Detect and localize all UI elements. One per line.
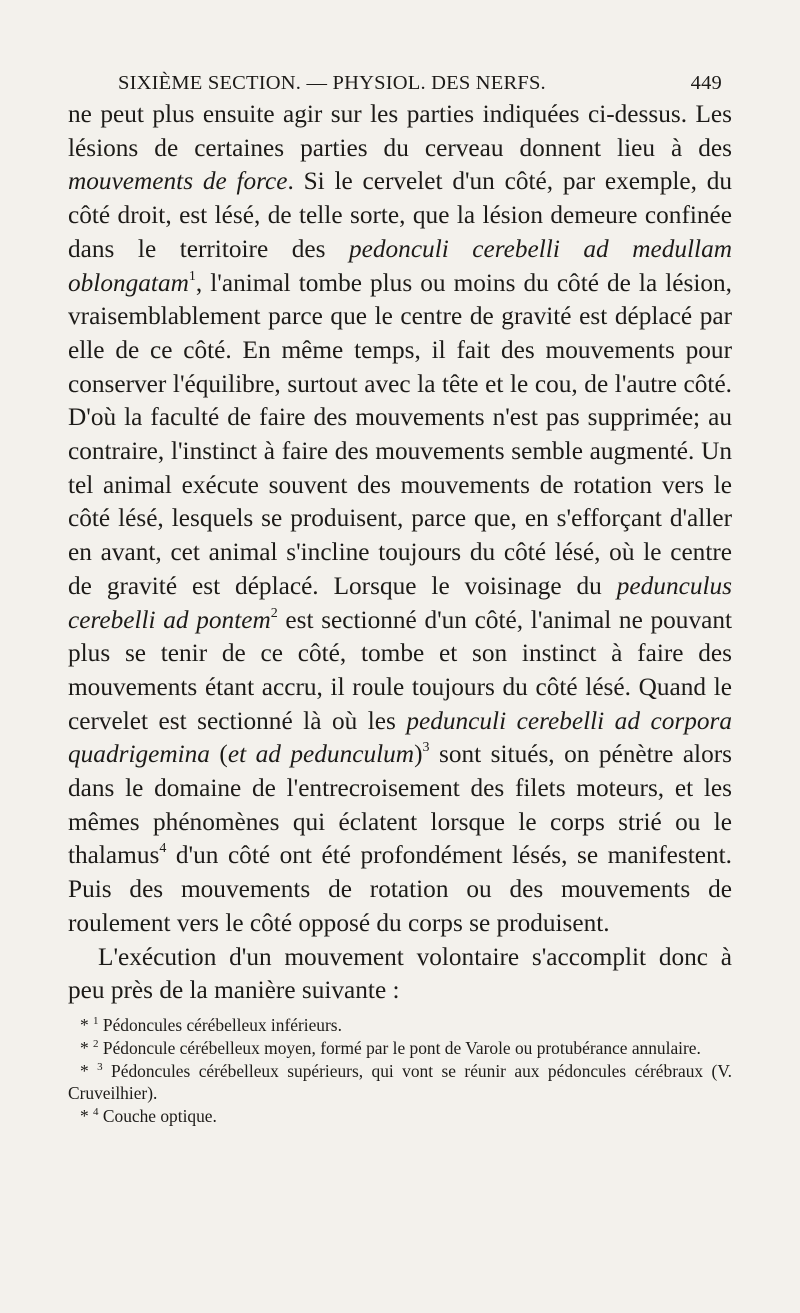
text-run: sont situés, on pénètre alors dans le domaine de l'entrecroisement des filets moteurs, et les mêmes phénomènes qui éclatent lorsque le corps strié ou le thalamus: [68, 740, 732, 870]
footnote-ref: 3: [422, 740, 430, 756]
paragraph: [68, 98, 732, 941]
running-head: SIXIÈME SECTION. — PHYSIOL. DES NERFS.: [118, 72, 546, 94]
footnote: [68, 1060, 732, 1106]
text-run: ne peut plus ensuite agir sur les parties indiquées ci-dessus. Les lésions de certaines parties du cerveau donnent lieu à des: [68, 100, 732, 162]
page-number: 449: [690, 72, 722, 94]
page-header: [68, 58, 732, 98]
footnote: [68, 1037, 732, 1060]
footnote-ref: 4: [159, 841, 167, 857]
italic-term: pedunculi cerebelli ad corpora quadrigemina: [68, 706, 732, 769]
text-run: ): [414, 740, 423, 769]
text-run: (: [209, 740, 228, 769]
italic-term: mouvements de force: [68, 167, 288, 196]
footnote-text: Pédoncule cérébelleux moyen, formé par le pont de Varole ou protubérance annulaire.: [98, 1037, 701, 1058]
footnote-asterisk: *: [80, 1060, 98, 1081]
text-run: , l'animal tombe plus ou moins du côté de la lésion, vraisemblablement parce que le centre de gravité est déplacé par elle de ce côté. En même temps, il fait des mouvements pour conserver l'équilibre, surtout avec la tête et le cou, de l'autre côté. D'où la faculté de faire des mouvements n'est pas supprimée; au contraire, l'instinct à faire des mouvements semble augmenté. Un tel animal exécute souvent des mouvements de rotation vers le côté lésé, lesquels se produisent, parce que, en s'efforçant d'aller en avant, cet animal s'incline toujours du côté lésé, où le centre de gravité est déplacé. Lorsque le voisinage du: [68, 268, 732, 600]
footnote-number: 4: [93, 1106, 99, 1119]
italic-term: pedunculus cerebelli ad pontem: [68, 571, 732, 634]
footnote-text: Pédoncules cérébelleux supérieurs, qui vont se réunir aux pédoncules cérébraux (V. Cruveilhier).: [68, 1060, 732, 1104]
footnote-number: 3: [97, 1060, 103, 1073]
footnote-ref: 2: [270, 605, 278, 621]
footnote-text: Pédoncules cérébelleux inférieurs.: [98, 1014, 342, 1035]
footnote-number: 2: [93, 1037, 99, 1050]
footnote: [68, 1014, 732, 1037]
italic-term: pedonculi cerebelli ad medullam oblongatam: [68, 234, 732, 297]
footnote-text: Couche optique.: [98, 1106, 217, 1127]
footnote-asterisk: *: [80, 1106, 94, 1127]
footnote-number: 1: [93, 1014, 99, 1027]
footnote-asterisk: *: [80, 1014, 94, 1035]
text-run: est sectionné d'un côté, l'animal ne pouvant plus se tenir de ce côté, tombe et son instinct à faire des mouvements étant accru, il roule toujours du côté lésé. Quand le cervelet est sectionné là où les: [68, 605, 732, 735]
paragraph: L'exécution d'un mouvement volontaire s'accomplit donc à peu près de la manière suivante :: [68, 942, 732, 1005]
footnote-ref: 1: [188, 268, 196, 284]
text-run: d'un côté ont été profondément lésés, se manifestent. Puis des mouvements de rotation ou des mouvements de roulement vers le côté opposé du corps se produisent.: [68, 841, 732, 937]
text-run: . Si le cervelet d'un côté, par exemple, du côté droit, est lésé, de telle sorte, que la lésion demeure confinée dans le territoire des: [68, 167, 732, 263]
footnote-asterisk: *: [80, 1037, 94, 1058]
footnote: [68, 1105, 732, 1128]
footnotes: [68, 1014, 732, 1128]
italic-term: et ad pedunculum: [227, 740, 415, 769]
main-text: [68, 98, 732, 1008]
